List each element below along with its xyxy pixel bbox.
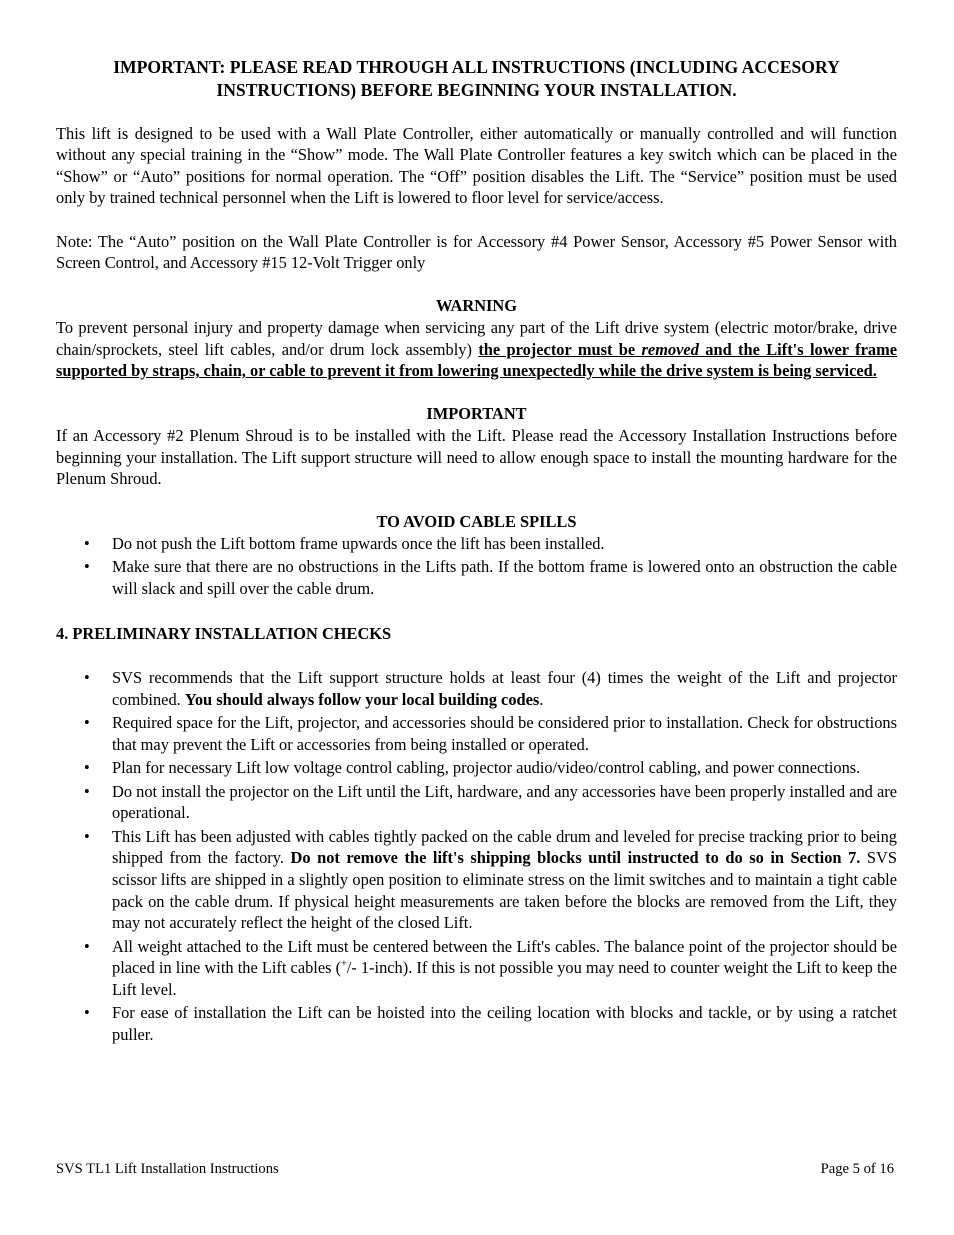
list-item-text-end: /- 1-inch). If this is not possible you may need to counter weight the Lift to keep the Lift level. [112, 958, 897, 999]
list-item-text: Required space for the Lift, projector, and accessories should be considered prior to installation. Check for obstructions that may prevent the Lift or accessories from being installed or operated. [112, 713, 897, 755]
list-item-text: This Lift has been adjusted with cables tightly packed on the cable drum and leveled for precise tracking prior to being shipped from the factory. [112, 826, 897, 868]
list-item [56, 1002, 897, 1045]
bullet-icon: • [84, 668, 90, 688]
bullet-icon: • [84, 826, 90, 846]
bullet-icon: • [84, 557, 90, 577]
checks-list [56, 667, 897, 1045]
important-heading-line2: INSTRUCTIONS) BEFORE BEGINNING YOUR INSTALLATION. [216, 79, 737, 100]
list-item [56, 533, 897, 555]
warning-text: To prevent personal injury and property damage when servicing any part of the Lift drive system (electric motor/brake, drive chain/sprockets, steel lift cables, and/or drum lock assembly) [56, 317, 897, 359]
important-paragraph: If an Accessory #2 Plenum Shroud is to be installed with the Lift. Please read the Accessory Installation Instructions before beginning your installation. The Lift support structure will need to allow enough space to install the mounting hardware for the Plenum Shroud. [56, 425, 897, 489]
document-page [56, 56, 897, 1047]
list-item [56, 757, 897, 779]
warning-emphasis-2: and the Lift's lower frame supported by straps, chain, or cable to prevent it from lowering unexpectedly while the drive system is being serviced. [56, 339, 898, 381]
shipping-blocks-emphasis: Do not remove the lift's shipping blocks until instructed to do so in Section 7. [290, 848, 861, 868]
note-paragraph: Note: The “Auto” position on the Wall Plate Controller is for Accessory #4 Power Sensor, Accessory #5 Power Sensor with Screen Control, and Accessory #15 12-Volt Trigger only [56, 231, 897, 273]
list-item-text: Do not install the projector on the Lift until the Lift, hardware, and any accessories have been properly installed and are operational. [112, 781, 897, 823]
bullet-icon: • [84, 781, 90, 801]
bullet-icon: • [84, 936, 90, 956]
list-item [56, 667, 897, 710]
intro-paragraph: This lift is designed to be used with a Wall Plate Controller, either automatically or manually controlled and will function without any special training in the “Show” mode. The Wall Plate Controller features a key switch which can be placed in the “Show” or “Auto” positions for normal operation. The “Off” position disables the Lift. The “Service” position must be used only by trained technical personnel when the Lift is lowered to floor level for service/access. [56, 123, 897, 208]
list-item-text: All weight attached to the Lift must be centered between the Lift's cables. The balance point of the projector should be placed in line with the Lift cables ( [112, 936, 897, 978]
list-item-text: Plan for necessary Lift low voltage control cabling, projector audio/video/control cabling, and power connections. [112, 758, 861, 778]
list-item-text: SVS recommends that the Lift support structure holds at least four (4) times the weight of the Lift and projector combined. [112, 668, 897, 710]
list-item-text: For ease of installation the Lift can be hoisted into the ceiling location with blocks and tackle, or by using a ratchet puller. [112, 1003, 897, 1044]
warning-emphasis-removed: removed [641, 339, 699, 359]
list-item [56, 826, 897, 934]
bullet-icon: • [84, 758, 90, 778]
cable-spills-list [56, 533, 897, 600]
bullet-icon: • [84, 1003, 90, 1023]
footer-document-title: SVS TL1 Lift Installation Instructions [56, 1161, 279, 1177]
list-item-text-end: . [539, 690, 544, 710]
plus-superscript: + [341, 958, 347, 970]
important-heading-line1: IMPORTANT: PLEASE READ THROUGH ALL INSTRUCTIONS (INCLUDING ACCESORY [113, 57, 840, 77]
warning-title: WARNING [435, 296, 518, 316]
important-title: IMPORTANT [426, 404, 527, 424]
building-codes-emphasis: You should always follow your local building codes [184, 690, 540, 710]
cable-spills-title: TO AVOID CABLE SPILLS [376, 512, 577, 532]
warning-emphasis-1: the projector must be [478, 339, 642, 359]
list-item [56, 556, 897, 599]
list-item [56, 936, 897, 1001]
bullet-icon: • [84, 533, 90, 553]
checks-title: 4. PRELIMINARY INSTALLATION CHECKS [56, 623, 392, 643]
list-item-text-end: SVS scissor lifts are shipped in a slightly open position to eliminate stress on the limit switches and to maintain a tight cable pack on the cable drum. If physical height measurements are taken before the blocks are removed from the Lift, they may not accurately reflect the height of the closed Lift. [112, 848, 897, 933]
list-item-text: Make sure that there are no obstructions in the Lifts path. If the bottom frame is lowered onto an obstruction the cable will slack and spill over the cable drum. [112, 557, 897, 598]
list-item [56, 712, 897, 755]
list-item-text: Do not push the Lift bottom frame upwards once the lift has been installed. [112, 533, 605, 553]
list-item [56, 781, 897, 824]
important-heading [56, 56, 897, 101]
warning-paragraph [56, 317, 897, 382]
bullet-icon: • [84, 713, 90, 733]
footer-page-number: Page 5 of 16 [820, 1161, 894, 1177]
